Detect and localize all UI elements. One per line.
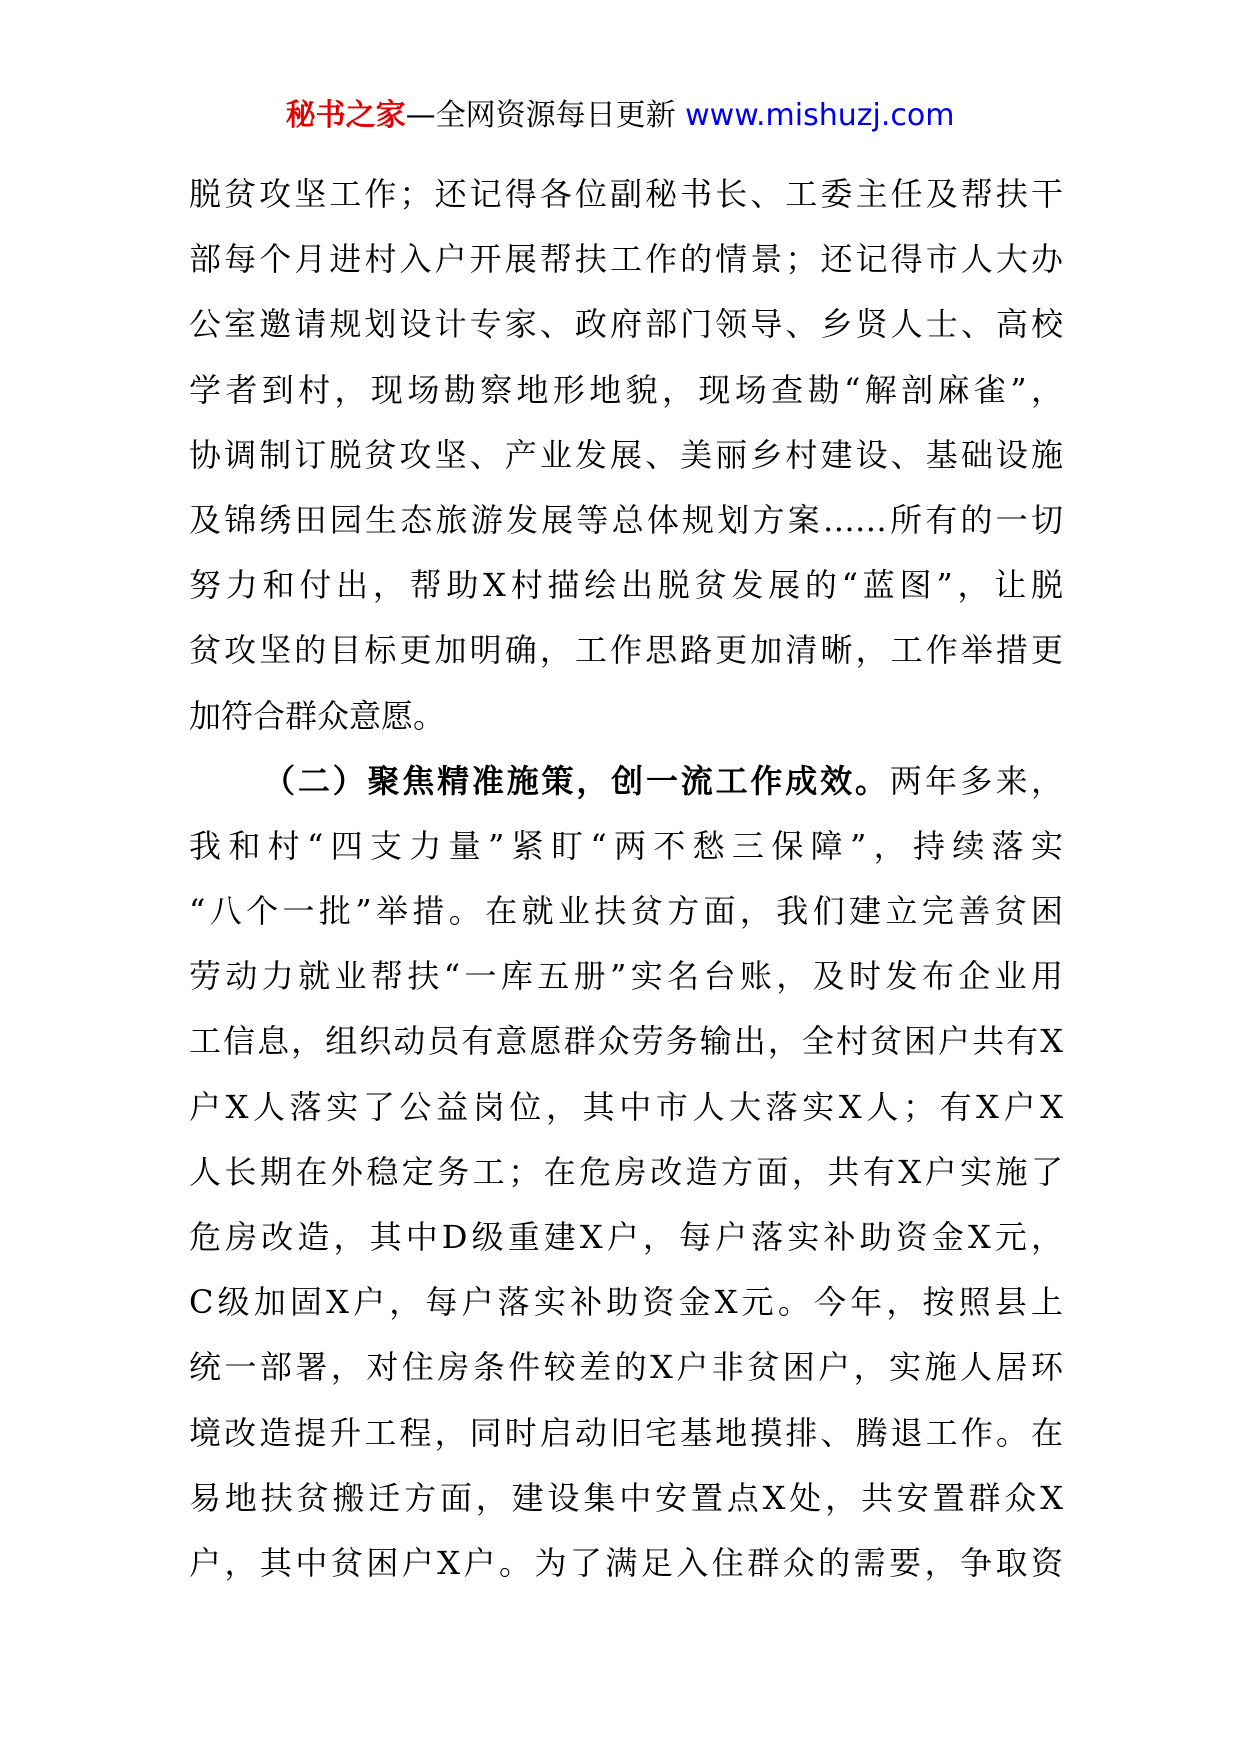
text-line: 户，其中贫困户X户。为了满足入住群众的需要，争取资: [189, 1543, 1063, 1582]
text-line: 危房改造，其中D级重建X户，每户落实补助资金X元，: [189, 1218, 1063, 1256]
text-line: 户X人落实了公益岗位，其中市人大落实X人；有X户X: [189, 1087, 1063, 1126]
site-tagline: —全网资源每日更新: [405, 98, 676, 133]
text-line: 贫攻坚的目标更加明确，工作思路更加清晰，工作举措更: [189, 631, 1063, 670]
text-line: 公室邀请规划设计专家、政府部门领导、乡贤人士、高校: [189, 305, 1063, 344]
paragraph-1: [189, 162, 1063, 749]
text-line: “八个一批”举措。在就业扶贫方面，我们建立完善贫困: [189, 892, 1063, 931]
text-line: 学者到村，现场勘察地形地貌，现场查勘“解剖麻雀”，: [189, 370, 1063, 409]
text-line: 统一部署，对住房条件较差的X户非贫困户，实施人居环: [189, 1348, 1063, 1387]
text-line: 易地扶贫搬迁方面，建设集中安置点X处，共安置群众X: [189, 1478, 1063, 1517]
text-line: 境改造提升工程，同时启动旧宅基地摸排、腾退工作。在: [189, 1413, 1063, 1452]
text-line: 协调制订脱贫攻坚、产业发展、美丽乡村建设、基础设施: [189, 435, 1063, 474]
site-brand: 秘书之家: [285, 98, 406, 133]
site-url-link[interactable]: www.mishuzj.com: [685, 98, 955, 133]
text-line: 努力和付出，帮助X村描绘出脱贫发展的“蓝图”，让脱: [189, 566, 1063, 605]
text-line: 脱贫攻坚工作；还记得各位副秘书长、工委主任及帮扶干: [189, 175, 1063, 213]
text-line: 及锦绣田园生态旅游发展等总体规划方案……所有的一切: [189, 500, 1063, 539]
text-line: 工信息，组织动员有意愿群众劳务输出，全村贫困户共有X: [189, 1022, 1063, 1061]
text-line: 人长期在外稳定务工；在危房改造方面，共有X户实施了: [189, 1152, 1063, 1191]
text-line: 加符合群众意愿。: [189, 696, 446, 735]
text-line: 我和村“四支力量”紧盯“两不愁三保障”，持续落实: [189, 826, 1063, 865]
text-line: C级加固X户，每户落实补助资金X元。今年，按照县上: [189, 1283, 1063, 1322]
site-header: [0, 96, 1240, 136]
document-body: [189, 162, 1063, 1596]
text-line: [189, 749, 1063, 814]
paragraph-2: [189, 749, 1063, 1596]
section-heading-continuation: 两年多来，: [889, 761, 1063, 800]
section-heading: （二）聚焦精准施策，创一流工作成效。: [263, 761, 890, 800]
text-line: 劳动力就业帮扶“一库五册”实名台账，及时发布企业用: [189, 957, 1063, 996]
text-line: 部每个月进村入户开展帮扶工作的情景；还记得市人大办: [189, 240, 1063, 279]
